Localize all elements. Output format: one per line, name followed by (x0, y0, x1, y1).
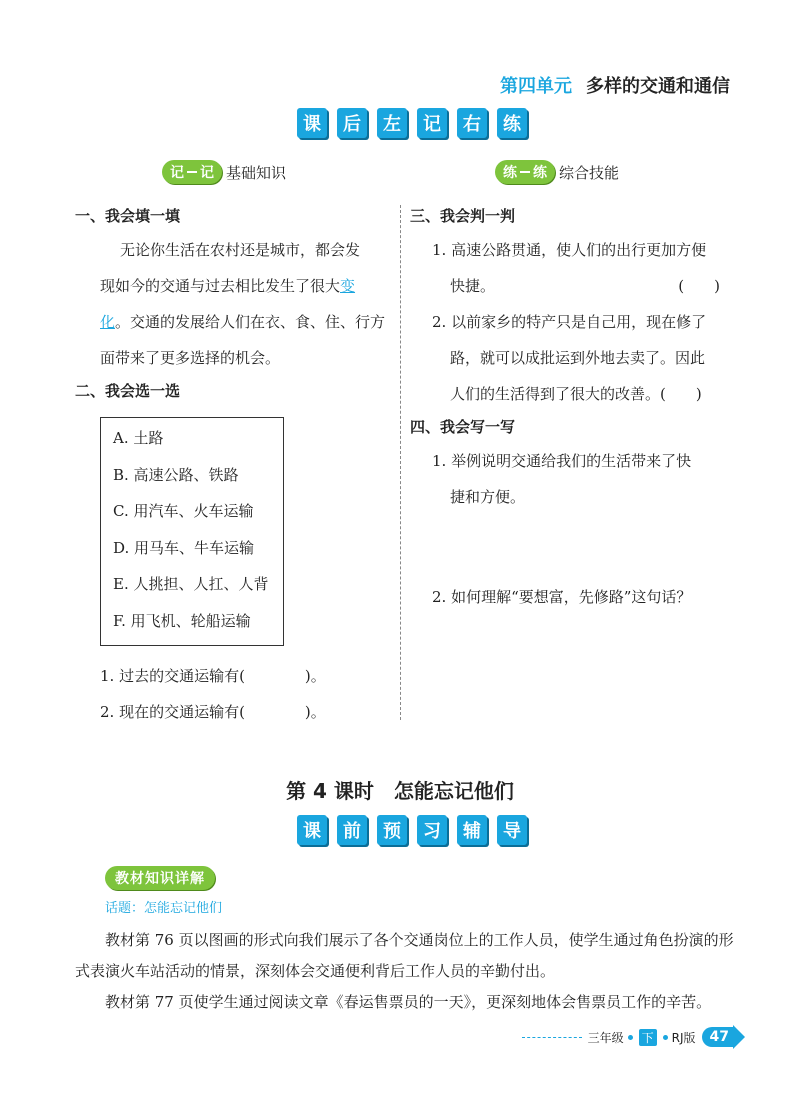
right-badge-row (495, 160, 619, 184)
banner-tile: 前 (337, 815, 367, 845)
banner-tile: 课 (297, 815, 327, 845)
underlined-word: 变 (340, 277, 356, 295)
arrow-right-icon (733, 1025, 745, 1049)
question-line: 人们的生活得到了很大的改善。( ) (450, 385, 702, 403)
badge-suffix: 综合技能 (559, 163, 620, 182)
footer (522, 1025, 745, 1049)
banner-tile: 预 (377, 815, 407, 845)
answer-paren: ( ) (678, 277, 720, 295)
topic-line: 话题：怎能忘记他们 (105, 901, 223, 916)
section-title: 一、我会填一填 (75, 207, 181, 225)
left-badge-row (162, 160, 286, 184)
material-tag-row (105, 866, 215, 890)
option: D. 用马车、牛车运输 (113, 538, 255, 557)
section-title: 二、我会选一选 (75, 382, 181, 400)
banner-pre-class (297, 815, 527, 845)
section-title: 四、我会写一写 (410, 418, 516, 436)
banner-after-class (297, 108, 527, 138)
footer-edition: RJ版 (671, 1030, 696, 1045)
dot-icon (628, 1035, 633, 1040)
badge-remember: 记 记 (162, 160, 222, 184)
badge-suffix: 基础知识 (226, 163, 287, 182)
material-tag: 教材知识详解 (105, 866, 215, 890)
page-number: 47 (702, 1027, 733, 1047)
body-line: 教材第 76 页以图画的形式向我们展示了各个交通岗位上的工作人员，使学生通过角色扮演的形 (105, 931, 734, 949)
column-divider (400, 205, 401, 720)
underlined-word: 化 (100, 313, 116, 331)
question-line: 路，就可以成批运到外地去卖了。因此 (450, 349, 706, 367)
option: B. 高速公路、铁路 (113, 465, 239, 484)
para-line: 现如今的交通与过去相比发生了很大变 (100, 277, 356, 295)
banner-tile: 记 (417, 108, 447, 138)
body-line: 教材第 77 页使学生通过阅读文章《春运售票员的一天》，更深刻地体会售票员工作的辛苦。 (105, 993, 712, 1011)
body-line: 式表演火车站活动的情景，深刻体会交通便利背后工作人员的辛勤付出。 (75, 962, 556, 980)
banner-tile: 练 (497, 108, 527, 138)
badge-practice: 练 练 (495, 160, 555, 184)
para-line: 化。交通的发展给人们在衣、食、住、行方 (100, 313, 386, 331)
dot-icon (663, 1035, 668, 1040)
material-body (75, 925, 735, 1018)
banner-tile: 后 (337, 108, 367, 138)
question-line: 2. 以前家乡的特产只是自己用，现在修了 (432, 313, 707, 331)
para-line: 面带来了更多选择的机会。 (100, 349, 281, 367)
question-line: 1. 举例说明交通给我们的生活带来了快 (432, 452, 692, 470)
question-line: 快捷。 ( ) (410, 268, 720, 304)
banner-tile: 辅 (457, 815, 487, 845)
unit-tag: 第四单元 (500, 76, 572, 97)
question: 2. 现在的交通运输有( )。 (100, 703, 326, 721)
option: A. 土路 (113, 429, 164, 447)
footer-term: 下 (639, 1029, 657, 1046)
banner-tile: 导 (497, 815, 527, 845)
option: E. 人挑担、人扛、人背 (113, 575, 269, 593)
footer-grade: 三年级 (587, 1030, 624, 1045)
option: F. 用飞机、轮船运输 (113, 611, 251, 630)
unit-header (500, 72, 730, 98)
unit-title: 多样的交通和通信 (586, 76, 730, 97)
banner-tile: 右 (457, 108, 487, 138)
right-column (410, 205, 730, 615)
banner-tile: 课 (297, 108, 327, 138)
question: 1. 过去的交通运输有( )。 (100, 667, 326, 685)
lesson-title: 第 4 课时 怎能忘记他们 (286, 779, 514, 803)
option: C. 用汽车、火车运输 (113, 502, 254, 520)
banner-tile: 左 (377, 108, 407, 138)
options-box (100, 417, 284, 646)
footer-line (522, 1037, 582, 1038)
question-line: 捷和方便。 (450, 488, 526, 506)
question-line: 1. 高速公路贯通，使人们的出行更加方便 (432, 241, 707, 259)
banner-tile: 习 (417, 815, 447, 845)
para-line: 无论你生活在农村还是城市，都会发 (120, 241, 361, 259)
left-column (75, 205, 395, 730)
question-line: 2. 如何理解“要想富，先修路”这句话？ (432, 588, 692, 606)
section-title: 三、我会判一判 (410, 207, 516, 225)
